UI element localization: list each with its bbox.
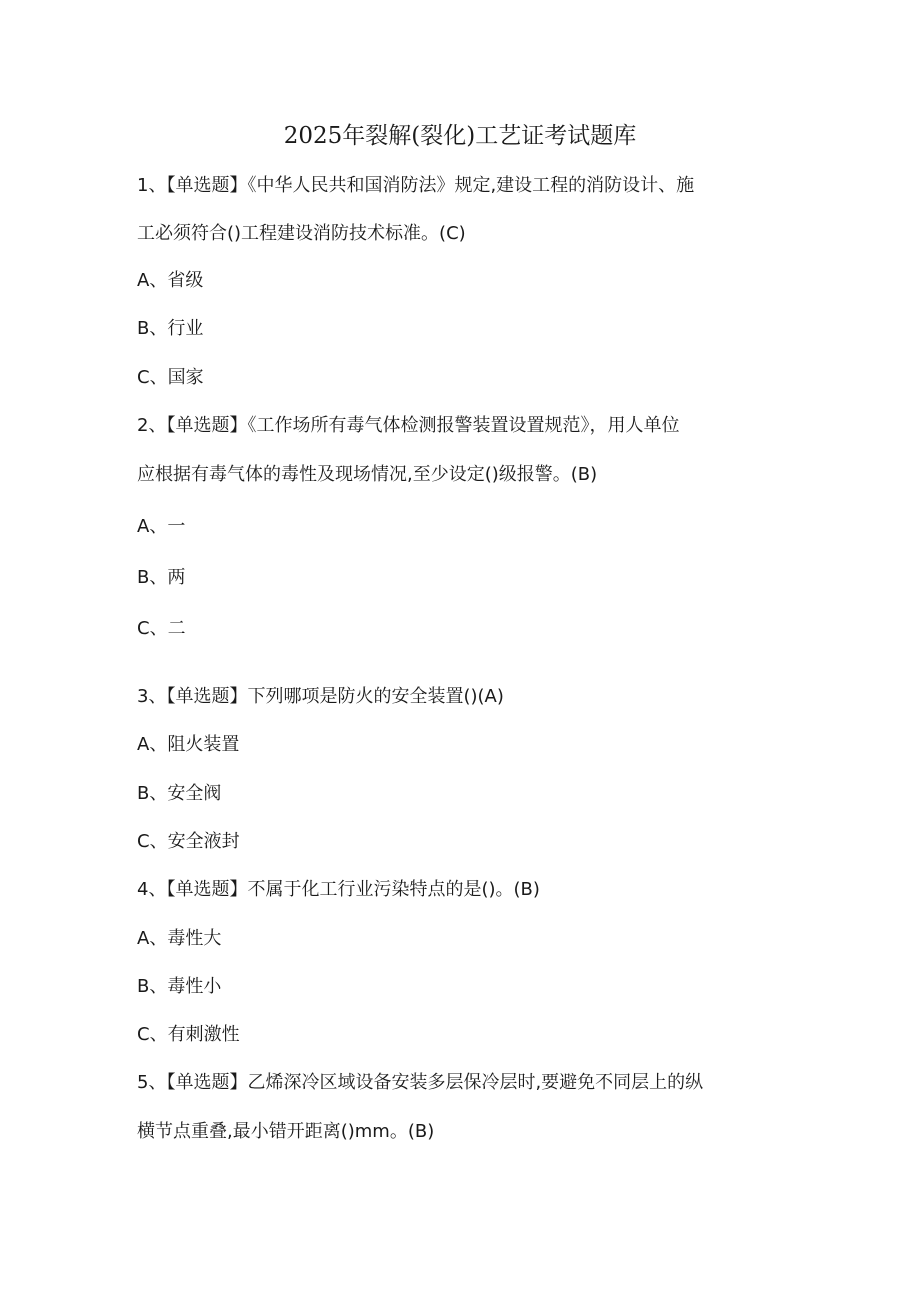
- question-1-text-line-1: 1、【单选题】《中华人民共和国消防法》规定,建设工程的消防设计、施: [137, 175, 695, 196]
- question-1-option-b: B、行业: [137, 318, 204, 339]
- question-2-text-line-1: 2、【单选题】《工作场所有毒气体检测报警装置设置规范》，用人单位: [137, 415, 680, 436]
- question-5-text-line-1: 5、【单选题】乙烯深冷区域设备安装多层保冷层时,要避免不同层上的纵: [137, 1072, 704, 1093]
- question-3-option-c: C、安全液封: [137, 831, 240, 852]
- question-2-option-a: A、一: [137, 516, 186, 537]
- question-1-option-c: C、国家: [137, 367, 204, 388]
- question-1-option-a: A、省级: [137, 270, 204, 291]
- question-2-option-b: B、两: [137, 567, 186, 588]
- question-4-option-b: B、毒性小: [137, 976, 222, 997]
- question-3-option-b: B、安全阀: [137, 783, 222, 804]
- question-3-text-line-1: 3、【单选题】下列哪项是防火的安全装置()(A): [137, 686, 504, 707]
- question-5-text-line-2: 横节点重叠,最小错开距离()mm。(B): [137, 1121, 435, 1142]
- question-3-option-a: A、阻火装置: [137, 734, 240, 755]
- question-4-option-a: A、毒性大: [137, 928, 222, 949]
- document-title: 2025年裂解(裂化)工艺证考试题库: [283, 123, 637, 149]
- question-2-text-line-2: 应根据有毒气体的毒性及现场情况,至少设定()级报警。(B): [137, 464, 598, 485]
- question-1-text-line-2: 工必须符合()工程建设消防技术标准。(C): [137, 223, 466, 244]
- question-4-text-line-1: 4、【单选题】不属于化工行业污染特点的是()。(B): [137, 879, 540, 900]
- question-4-option-c: C、有刺激性: [137, 1024, 240, 1045]
- question-2-option-c: C、二: [137, 618, 186, 639]
